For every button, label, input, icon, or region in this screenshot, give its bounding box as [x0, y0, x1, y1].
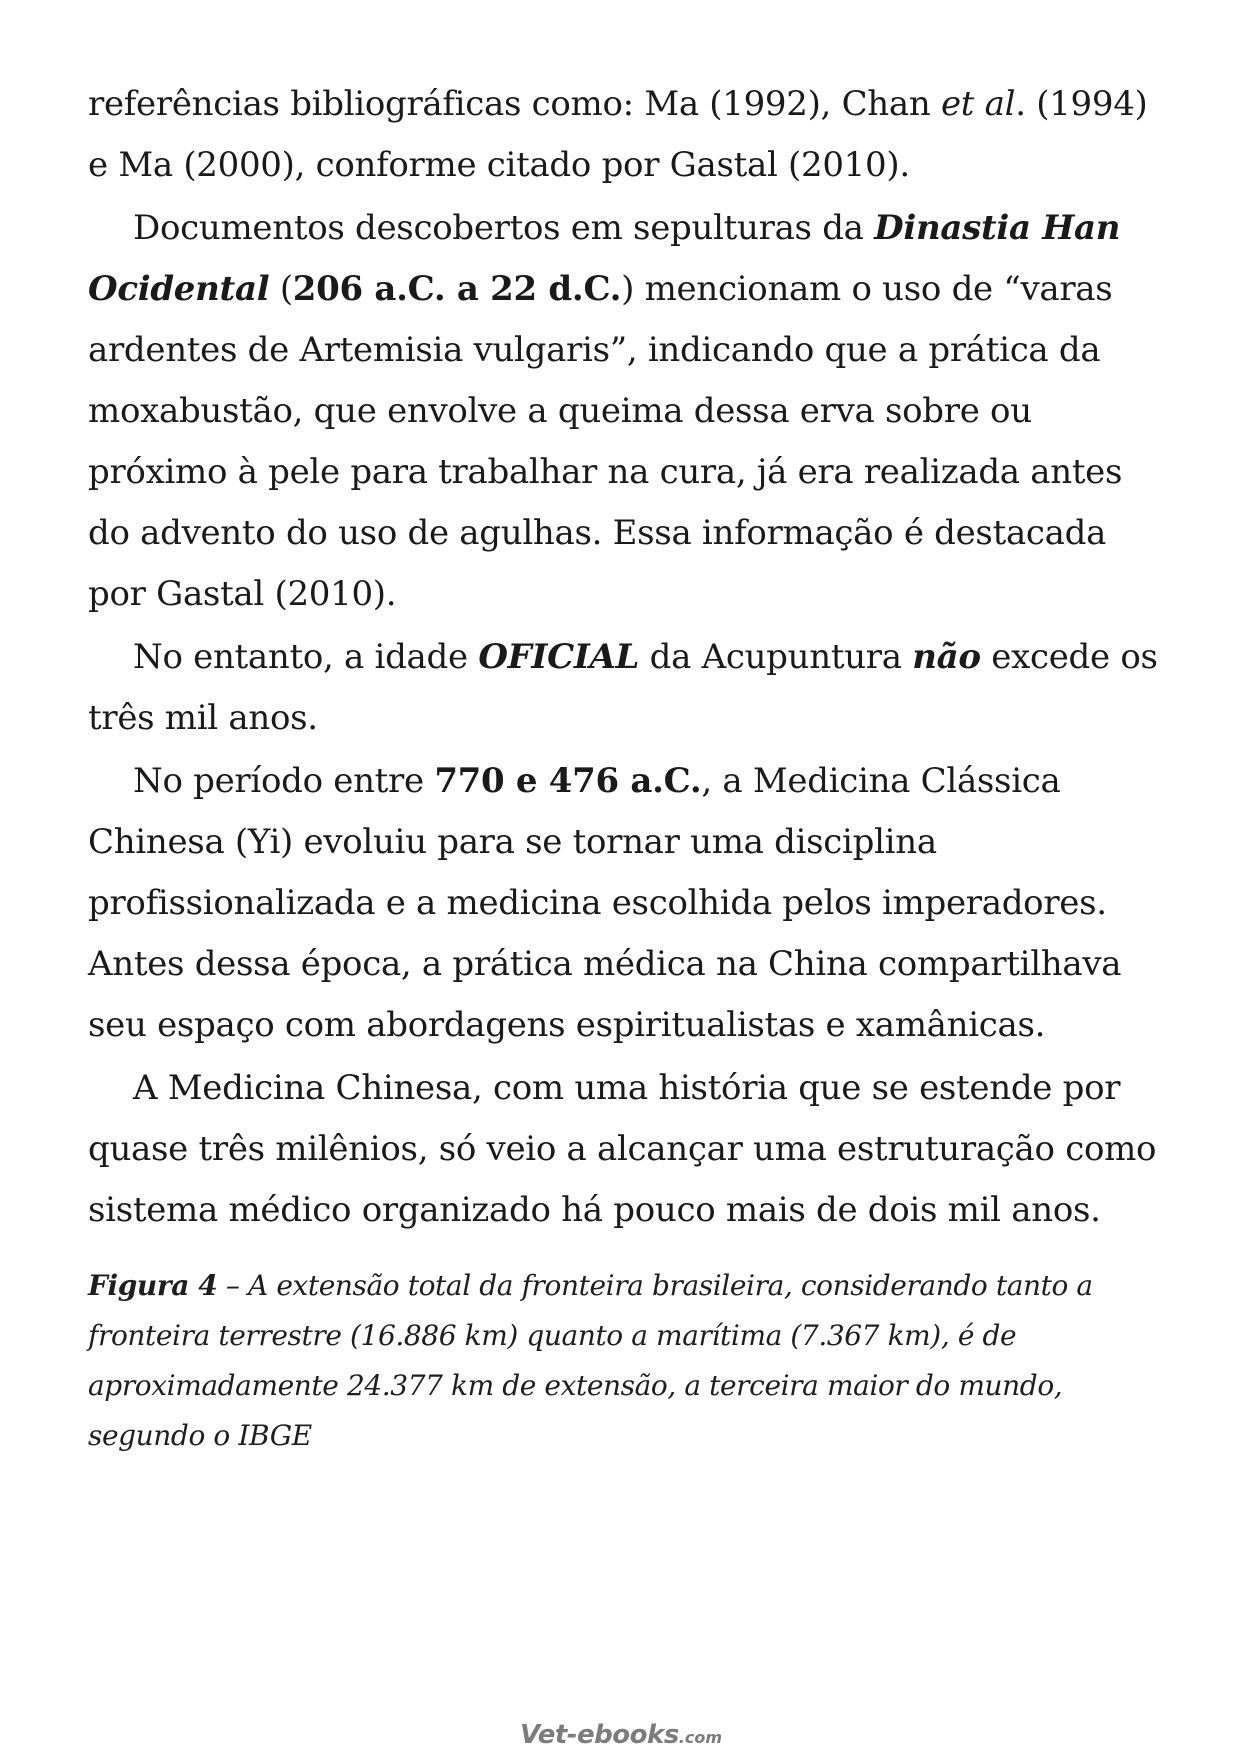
- text-run: . (1994) e Ma (2000), conforme citado por Gastal (2010).: [88, 84, 1148, 185]
- text-run: Documentos descobertos em sepulturas da: [133, 208, 875, 248]
- watermark-logo: [0, 1720, 1242, 1750]
- document-page: [88, 74, 1168, 1461]
- bold-italic-nao: não: [912, 637, 981, 677]
- paragraph-official-age: [88, 627, 1168, 749]
- figure-label: Figura 4: [88, 1269, 218, 1302]
- italic-et-al: et al: [940, 84, 1016, 124]
- bold-italic-oficial: OFICIAL: [478, 637, 640, 677]
- paragraph-han-dynasty: [88, 198, 1168, 625]
- text-run: ) mencionam o uso de “varas ardentes de Artemisia vulgaris”, indicando que a prática da moxabustão, que envolve a queima dessa erva sobre ou próximo à pele para trabalhar na cura, já era realizada antes do advento do uso de agulhas. Essa informação é destacada por Gastal (2010).: [88, 269, 1123, 614]
- watermark-main: Vet-ebooks: [519, 1720, 679, 1750]
- paragraph-chinese-medicine-history: [88, 1058, 1168, 1241]
- bold-italic-dinastia-han: Dinastia Han Ocidental: [88, 208, 1121, 309]
- bold-date-range: 206 a.C. a 22 d.C.: [292, 269, 622, 309]
- figure-caption: [88, 1261, 1168, 1461]
- text-run: A Medicina Chinesa, com uma história que se estende por quase três milênios, só veio a alcançar uma estruturação como sistema médico organizado há pouco mais de dois mil anos.: [88, 1068, 1157, 1230]
- text-run: referências bibliográficas como: Ma (1992), Chan: [88, 84, 941, 124]
- figure-caption-text: – A extensão total da fronteira brasileira, considerando tanto a fronteira terrestre (16.886 km) quanto a marítima (7.367 km), é de aproximadamente 24.377 km de extensão, a terceira maior do mundo, segundo o IBGE: [88, 1269, 1093, 1452]
- watermark-tld: .com: [678, 1728, 723, 1747]
- bold-period: 770 e 476 a.C.: [434, 761, 702, 801]
- text-run: da Acupuntura: [639, 637, 913, 677]
- text-run: (: [269, 269, 293, 309]
- text-run: No período entre: [133, 761, 435, 801]
- text-run: No entanto, a idade: [133, 637, 479, 677]
- text-run: , a Medicina Clássica Chinesa (Yi) evoluiu para se tornar uma disciplina profissionalizada e a medicina escolhida pelos imperadores. Antes dessa época, a prática médica na China compartilhava seu espaço com abordagens espiritualistas e xamânicas.: [88, 761, 1122, 1045]
- text-run: excede os três mil anos.: [88, 637, 1158, 738]
- paragraph-classical-medicine: [88, 751, 1168, 1056]
- paragraph-references: [88, 74, 1168, 196]
